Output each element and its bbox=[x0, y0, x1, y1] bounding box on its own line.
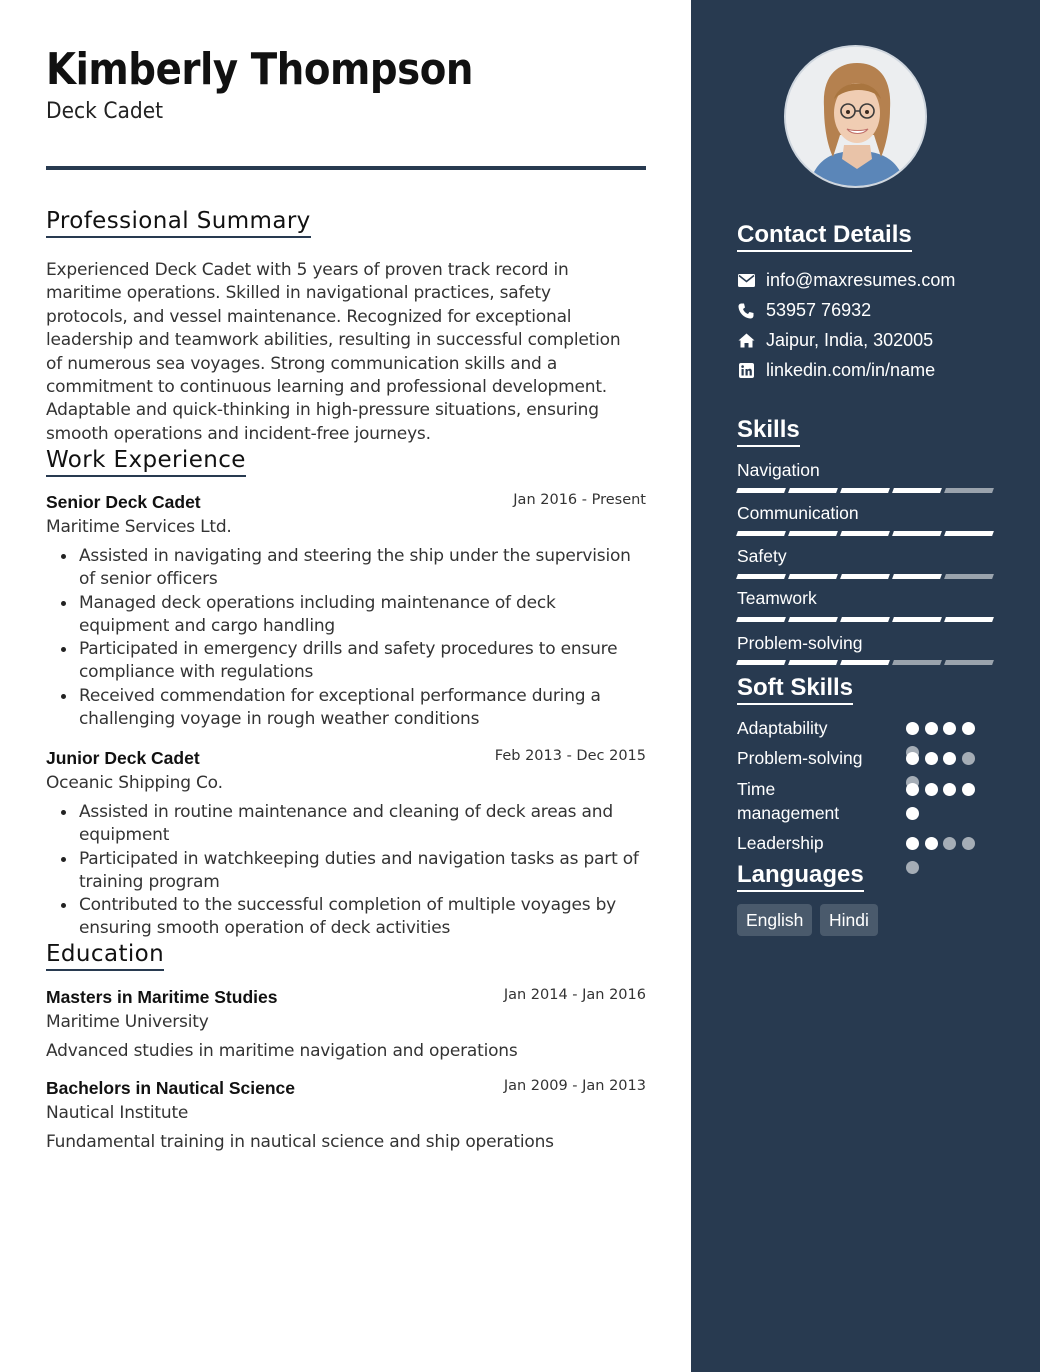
job-bullets bbox=[46, 801, 646, 940]
candidate-name: Kimberly Thompson bbox=[46, 44, 474, 95]
degree-title: Masters in Maritime Studies bbox=[46, 987, 278, 1007]
skill-bar-segment bbox=[892, 531, 942, 536]
rating-dot bbox=[906, 783, 919, 796]
linkedin-icon bbox=[737, 362, 755, 380]
school-name: Nautical Institute bbox=[46, 1103, 189, 1123]
skill-bar-segment bbox=[736, 660, 786, 665]
skill-bar-segment bbox=[788, 574, 838, 579]
summary-text: Experienced Deck Cadet with 5 years of proven track record in maritime operations. Skilled in navigational practices, safety protocols, and vessel maintenance. Recognized for exceptional leadership and teamwork abilities, resulting in successful completion of numerous sea voyages. Strong communication skills and a commitment to continuous learning and professional development. Adaptable and quick-thinking in high-pressure situations, ensuring smooth operations and incident-free journeys. bbox=[46, 260, 621, 444]
list-item: Assisted in routine maintenance and cleaning of deck areas and equipment bbox=[79, 801, 646, 847]
contact-phone-text: 53957 76932 bbox=[766, 300, 872, 320]
job-date: Feb 2013 - Dec 2015 bbox=[494, 748, 646, 764]
rating-dot bbox=[962, 783, 975, 796]
skill-rating-bar bbox=[737, 660, 993, 667]
skill-bar-segment bbox=[736, 488, 786, 493]
rating-dot bbox=[962, 837, 975, 850]
rating-dot bbox=[906, 807, 919, 820]
home-icon bbox=[737, 332, 755, 350]
skill-bar-segment bbox=[892, 488, 942, 493]
languages-heading: Languages bbox=[737, 861, 864, 892]
contact-linkedin[interactable] bbox=[737, 360, 935, 381]
list-item: Participated in watchkeeping duties and navigation tasks as part of training program bbox=[79, 848, 646, 894]
skill-bar-segment bbox=[944, 531, 994, 536]
rating-dot bbox=[925, 837, 938, 850]
skill-bar-segment bbox=[840, 574, 890, 579]
education-heading: Education bbox=[46, 941, 164, 971]
skill-bar-segment bbox=[892, 660, 942, 665]
job-company: Maritime Services Ltd. bbox=[46, 517, 232, 537]
skill-bar-segment bbox=[840, 660, 890, 665]
rating-dot bbox=[943, 752, 956, 765]
job-title: Senior Deck Cadet bbox=[46, 492, 201, 512]
summary-heading: Professional Summary bbox=[46, 208, 311, 238]
contact-email[interactable] bbox=[737, 270, 955, 291]
contact-linkedin-text: linkedin.com/in/name bbox=[766, 360, 936, 380]
list-item: Assisted in navigating and steering the ship under the supervision of senior officers bbox=[79, 545, 646, 591]
language-tag: Hindi bbox=[820, 904, 878, 936]
rating-dot bbox=[925, 722, 938, 735]
skill-rating-bar bbox=[737, 574, 993, 581]
skill-bar-segment bbox=[788, 531, 838, 536]
soft-skill-label: Time management bbox=[737, 779, 840, 823]
skill-bar-segment bbox=[944, 488, 994, 493]
skill-bar-segment bbox=[788, 488, 838, 493]
education-description: Fundamental training in nautical science and ship operations bbox=[46, 1132, 554, 1152]
education-date: Jan 2014 - Jan 2016 bbox=[503, 987, 646, 1003]
skills-heading: Skills bbox=[737, 416, 800, 447]
soft-skill-label: Leadership bbox=[737, 833, 824, 853]
experience-heading: Work Experience bbox=[46, 447, 246, 477]
soft-skill-label: Adaptability bbox=[737, 718, 828, 738]
skill-bar-segment bbox=[892, 574, 942, 579]
skill-bar-segment bbox=[944, 617, 994, 622]
header-divider bbox=[46, 166, 646, 170]
soft-skill-label: Problem-solving bbox=[737, 748, 863, 768]
school-name: Maritime University bbox=[46, 1012, 209, 1032]
skill-label: Navigation bbox=[737, 460, 820, 480]
skill-bar-segment bbox=[788, 617, 838, 622]
skill-bar-segment bbox=[788, 660, 838, 665]
job-bullets bbox=[46, 545, 646, 731]
skill-bar-segment bbox=[736, 617, 786, 622]
job-entry bbox=[46, 748, 646, 941]
skill-bar-segment bbox=[840, 617, 890, 622]
skill-bar-segment bbox=[840, 488, 890, 493]
rating-dot bbox=[962, 722, 975, 735]
rating-dot bbox=[906, 837, 919, 850]
education-date: Jan 2009 - Jan 2013 bbox=[503, 1078, 646, 1094]
list-item: Participated in emergency drills and safety procedures to ensure compliance with regulations bbox=[79, 638, 646, 684]
rating-dot bbox=[906, 752, 919, 765]
phone-icon bbox=[737, 302, 755, 320]
envelope-icon bbox=[737, 272, 755, 290]
rating-dot bbox=[906, 722, 919, 735]
list-item: Contributed to the successful completion of multiple voyages by ensuring smooth operation of deck activities bbox=[79, 894, 646, 940]
contact-email-text: info@maxresumes.com bbox=[766, 270, 956, 290]
skill-bar-segment bbox=[736, 531, 786, 536]
skill-label: Communication bbox=[737, 503, 859, 523]
rating-dot bbox=[962, 752, 975, 765]
skill-rating-bar bbox=[737, 617, 993, 624]
rating-dot bbox=[925, 752, 938, 765]
job-title: Junior Deck Cadet bbox=[46, 748, 200, 768]
skill-label: Problem-solving bbox=[737, 633, 863, 653]
rating-dot bbox=[943, 837, 956, 850]
skill-bar-segment bbox=[736, 574, 786, 579]
rating-dot bbox=[906, 861, 919, 874]
rating-dot bbox=[943, 783, 956, 796]
job-company: Oceanic Shipping Co. bbox=[46, 773, 223, 793]
job-date: Jan 2016 - Present bbox=[513, 492, 646, 508]
skill-bar-segment bbox=[892, 617, 942, 622]
avatar bbox=[784, 45, 927, 188]
degree-title: Bachelors in Nautical Science bbox=[46, 1078, 295, 1098]
list-item: Managed deck operations including maintenance of deck equipment and cargo handling bbox=[79, 592, 646, 638]
contact-phone[interactable] bbox=[737, 300, 871, 321]
job-entry bbox=[46, 492, 646, 731]
contact-address-text: Jaipur, India, 302005 bbox=[766, 330, 934, 350]
education-description: Advanced studies in maritime navigation and operations bbox=[46, 1041, 518, 1061]
skill-bar-segment bbox=[944, 660, 994, 665]
skill-rating-bar bbox=[737, 531, 993, 538]
rating-dot bbox=[943, 722, 956, 735]
skill-label: Teamwork bbox=[737, 588, 817, 608]
list-item: Received commendation for exceptional performance during a challenging voyage in rough weather conditions bbox=[79, 685, 646, 731]
skill-rating-bar bbox=[737, 488, 993, 495]
contact-heading: Contact Details bbox=[737, 221, 912, 252]
rating-dot bbox=[925, 783, 938, 796]
skill-bar-segment bbox=[840, 531, 890, 536]
contact-address bbox=[737, 330, 933, 351]
education-entry bbox=[46, 987, 646, 1061]
language-tag: English bbox=[737, 904, 812, 936]
skill-label: Safety bbox=[737, 546, 787, 566]
soft-skills-heading: Soft Skills bbox=[737, 674, 853, 705]
skill-bar-segment bbox=[944, 574, 994, 579]
education-entry bbox=[46, 1078, 646, 1152]
candidate-role: Deck Cadet bbox=[46, 99, 164, 124]
